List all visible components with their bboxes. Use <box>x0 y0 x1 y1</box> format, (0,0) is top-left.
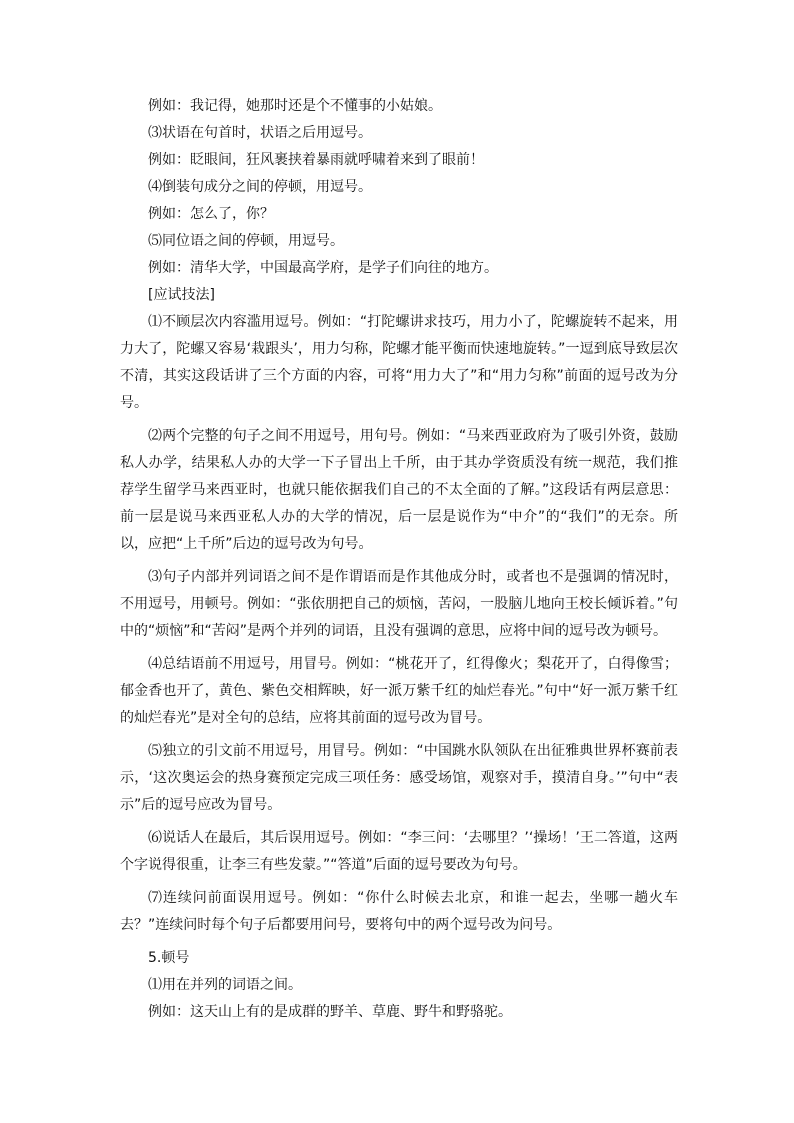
paragraph: ⑵两个完整的句子之间不用逗号，用句号。例如：“马来西亚政府为了吸引外资，鼓励私人办学，结果私人办的大学一下子冒出上千所，由于其办学资质没有统一规范，我们推荐学生留学马来西亚时，也就只能依据我们自己的不太全面的了解。”这段话有两层意思：前一层是说马来西亚私人办的大学的情况，后一层是说作为“中介”的“我们”的无奈。所以，应把“上千所”后边的逗号改为句号。 <box>120 428 678 552</box>
example-line: 例如：眨眼间，狂风裹挟着暴雨就呼啸着来到了眼前！ <box>148 152 484 168</box>
paragraph: ⑸独立的引文前不用逗号，用冒号。例如：“中国跳水队领队在出征雅典世界杯赛前表示，‘这次奥运会的热身赛预定完成三项任务：感受场馆，观察对手，摸清自身。’”句中“表示”后的逗号应改为冒号。 <box>120 743 678 813</box>
example-line: 例如：清华大学，中国最高学府，是学子们向往的地方。 <box>148 260 498 276</box>
paragraph: ⑶句子内部并列词语之间不是作谓语而是作其他成分时，或者也不是强调的情况时，不用逗号，用顿号。例如：“张依朋把自己的烦恼，苦闷，一股脑儿地向王校长倾诉着。”句中的“烦恼”和“苦闷”是两个并列的词语，且没有强调的意思，应将中间的逗号改为顿号。 <box>120 569 678 639</box>
example-line: 例如：怎么了，你？ <box>148 206 274 222</box>
rule-line: ⑴用在并列的词语之间。 <box>148 977 302 993</box>
rule-line: ⑷倒装句成分之间的停顿，用逗号。 <box>148 179 372 195</box>
paragraph: ⑴不顾层次内容滥用逗号。例如：“打陀螺讲求技巧，用力小了，陀螺旋转不起来，用力大了，陀螺又容易‘栽跟头’，用力匀称，陀螺才能平衡而快速地旋转。”一逗到底导致层次不清，其实这段话讲了三个方面的内容，可将“用力大了”和“用力匀称”前面的逗号改为分号。 <box>120 314 678 411</box>
paragraph: ⑹说话人在最后，其后误用逗号。例如：“李三问：‘去哪里？’‘操场！’王二答道，这两个字说得很重，让李三有些发蒙。”“答道”后面的逗号要改为句号。 <box>120 830 678 873</box>
example-line: 例如：这天山上有的是成群的野羊、草鹿、野牛和野骆驼。 <box>148 1004 512 1020</box>
paragraph: ⑺连续问前面误用逗号。例如：“你什么时候去北京，和谁一起去，坐哪一趟火车去？”连续问时每个句子后都要用问号，要将句中的两个逗号改为问号。 <box>120 890 678 933</box>
section-heading: [应试技法] <box>148 287 215 303</box>
top-lines <box>120 93 678 309</box>
bottom-lines <box>120 945 678 1026</box>
paragraph: ⑷总结语前不用逗号，用冒号。例如：“桃花开了，红得像火；梨花开了，白得像雪；郁金香也开了，黄色、紫色交相辉映，好一派万紫千红的灿烂春光。”句中“好一派万紫千红的灿烂春光”是对全句的总结，应将其前面的逗号改为冒号。 <box>120 656 678 726</box>
technique-paragraphs <box>120 309 678 939</box>
rule-line: ⑸同位语之间的停顿，用逗号。 <box>148 233 344 249</box>
example-line: 例如：我记得，她那时还是个不懂事的小姑娘。 <box>148 98 442 114</box>
rule-line: ⑶状语在句首时，状语之后用逗号。 <box>148 125 372 141</box>
section-heading: 5.顿号 <box>148 950 190 966</box>
